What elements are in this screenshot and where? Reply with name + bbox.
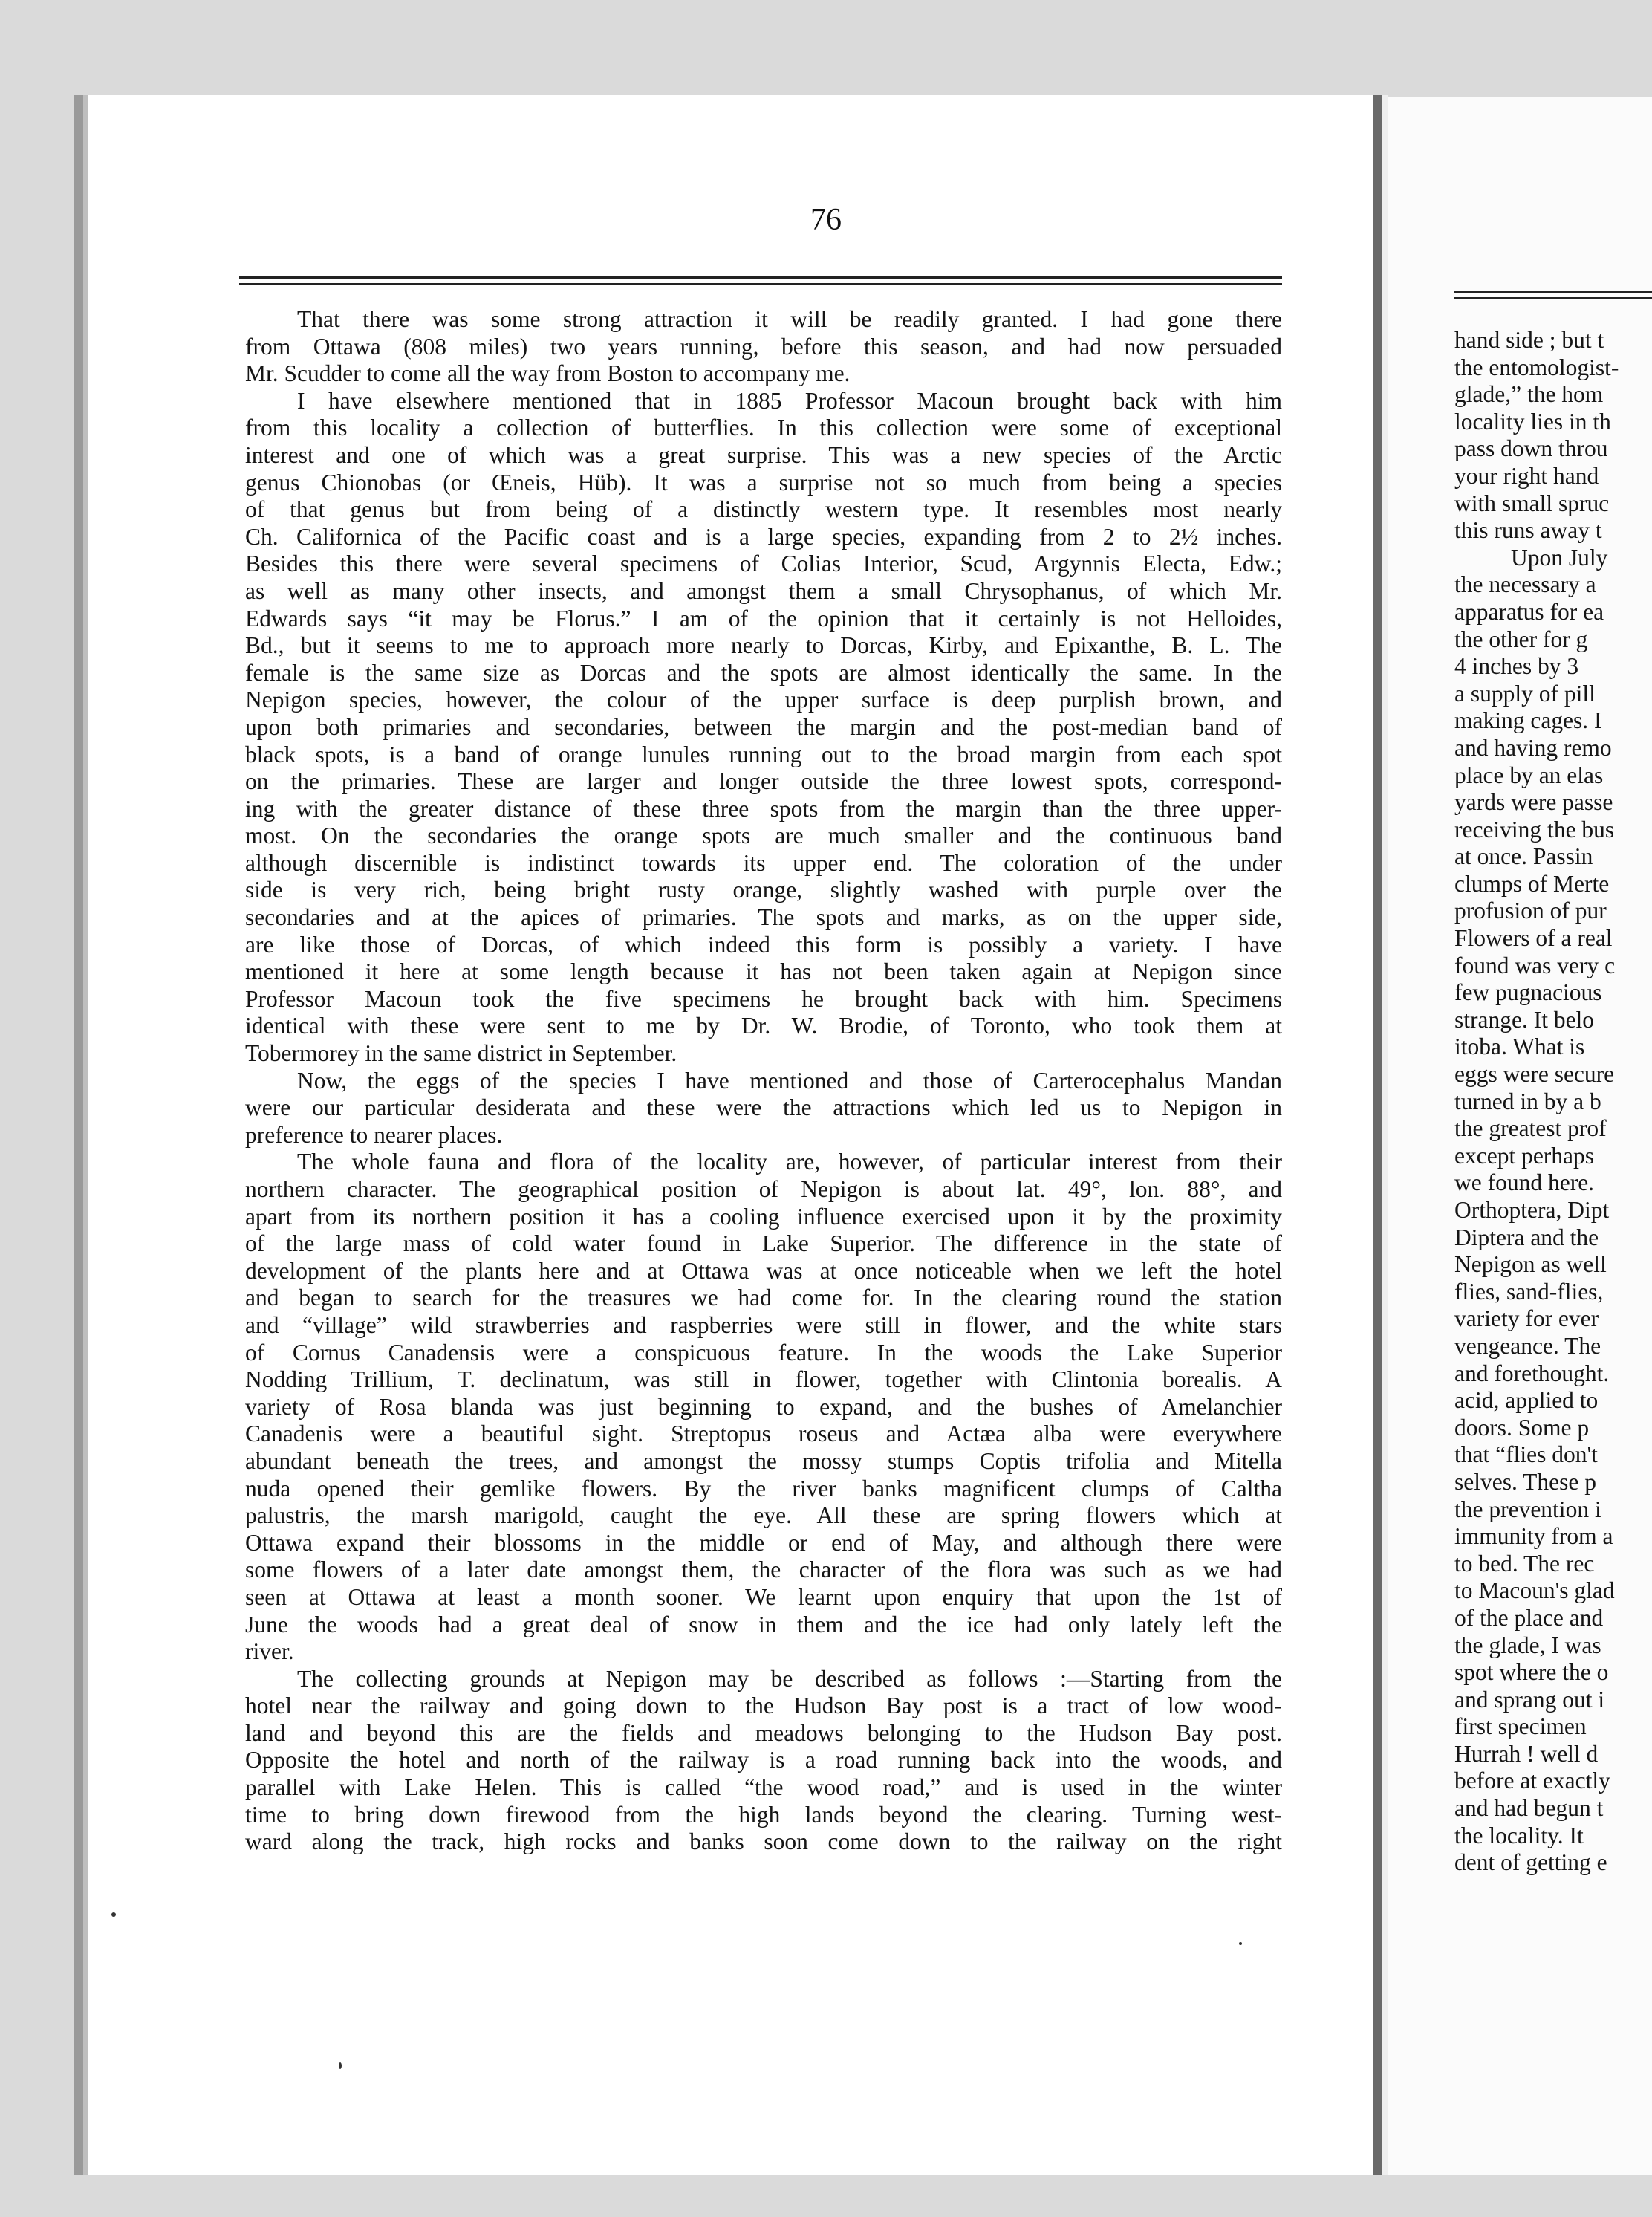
- text-line: on the primaries. These are larger and longer outside the three lowest spots, correspond-: [245, 768, 1282, 795]
- right-text-line: receiving the bus: [1454, 816, 1615, 843]
- right-text-line: few pugnacious: [1454, 979, 1602, 1006]
- scan-speck: [111, 1912, 116, 1917]
- text-line: secondaries and at the apices of primaries. The spots and marks, as on the upper side,: [245, 904, 1282, 931]
- text-line: Opposite the hotel and north of the railway is a road running back into the woods, and: [245, 1747, 1282, 1773]
- right-text-line: Nepigon as well: [1454, 1251, 1607, 1278]
- right-text-line: that “flies don't: [1454, 1441, 1598, 1468]
- text-line: Edwards says “it may be Florus.” I am of the opinion that it certainly is not Helloides,: [245, 605, 1282, 632]
- right-text-line: hand side ; but t: [1454, 327, 1604, 353]
- right-text-line: variety for ever: [1454, 1305, 1599, 1332]
- right-text-line: found was very c: [1454, 952, 1616, 978]
- header-rule-thick: [239, 276, 1282, 279]
- right-text-line: making cages. I: [1454, 707, 1602, 734]
- text-line: Besides this there were several specimens of Colias Interior, Scud, Argynnis Electa, Edw.;: [245, 551, 1282, 577]
- text-line: development of the plants here and at Ottawa was at once noticeable when we left the hotel: [245, 1257, 1282, 1284]
- right-text-line: and had begun t: [1454, 1795, 1604, 1822]
- text-line: preference to nearer places.: [245, 1121, 503, 1148]
- text-line: are like those of Dorcas, of which indeed this form is possibly a variety. I have: [245, 931, 1282, 958]
- right-text-line: the locality. It: [1454, 1822, 1584, 1848]
- text-line: were our particular desiderata and these were the attractions which led us to Nepigon in: [245, 1094, 1282, 1121]
- text-line: Ottawa expand their blossoms in the middle or end of May, and although there were: [245, 1529, 1282, 1556]
- right-text-line: itoba. What is: [1454, 1033, 1585, 1060]
- text-line: identical with these were sent to me by Dr. W. Brodie, of Toronto, who took them at: [245, 1013, 1282, 1039]
- right-text-line: profusion of pur: [1454, 897, 1607, 924]
- text-line: of the large mass of cold water found in Lake Superior. The difference in the state of: [245, 1230, 1282, 1257]
- right-text-line: place by an elas: [1454, 762, 1604, 788]
- right-text-line: Flowers of a real: [1454, 925, 1613, 952]
- right-text-line: before at exactly: [1454, 1768, 1610, 1794]
- text-line: The whole fauna and flora of the locality are, however, of particular interest from their: [297, 1149, 1282, 1175]
- text-line: Now, the eggs of the species I have mentioned and those of Carterocephalus Mandan: [297, 1067, 1282, 1094]
- right-text-line: flies, sand-flies,: [1454, 1278, 1604, 1305]
- scan-speck: [1239, 1942, 1242, 1945]
- right-text-line: clumps of Merte: [1454, 870, 1610, 897]
- right-text-line: acid, applied to: [1454, 1387, 1599, 1414]
- text-line: Bd., but it seems to me to approach more nearly to Dorcas, Kirby, and Epixanthe, B. L. The: [245, 632, 1282, 659]
- right-header-rule-thick: [1454, 291, 1652, 293]
- text-line: northern character. The geographical position of Nepigon is about lat. 49°, lon. 88°, and: [245, 1176, 1282, 1202]
- right-text-line: yards were passe: [1454, 789, 1613, 816]
- text-line: from this locality a collection of butterflies. In this collection were some of exceptional: [245, 415, 1282, 441]
- right-text-line: Hurrah ! well d: [1454, 1740, 1599, 1767]
- right-text-line: at once. Passin: [1454, 843, 1593, 870]
- text-line: hotel near the railway and going down to the Hudson Bay post is a tract of low wood-: [245, 1692, 1282, 1719]
- right-text-line: the other for g: [1454, 626, 1588, 652]
- text-line: of that genus but from being of a distinctly western type. It resembles most nearly: [245, 496, 1282, 523]
- text-line: ing with the greater distance of these three spots from the margin than the three upper-: [245, 795, 1282, 822]
- right-text-line: to bed. The rec: [1454, 1550, 1595, 1577]
- right-text-line: spot where the o: [1454, 1659, 1609, 1686]
- text-line: interest and one of which was a great surprise. This was a new species of the Arctic: [245, 441, 1282, 468]
- book-gutter: [1373, 95, 1382, 2175]
- right-text-line: to Macoun's glad: [1454, 1577, 1615, 1604]
- right-text-line: the entomologist-: [1454, 354, 1619, 380]
- right-text-line: apparatus for ea: [1454, 598, 1604, 625]
- right-text-line: vengeance. The: [1454, 1332, 1601, 1359]
- right-text-line: the greatest prof: [1454, 1115, 1607, 1142]
- text-line: apart from its northern position it has a cooling influence exercised upon it by the proximity: [245, 1203, 1282, 1230]
- right-text-line: and having remo: [1454, 734, 1612, 761]
- text-line: nuda opened their gemlike flowers. By the river banks magnificent clumps of Caltha: [245, 1475, 1282, 1502]
- right-text-line: selves. These p: [1454, 1468, 1596, 1495]
- text-line: That there was some strong attraction it will be readily granted. I had gone there: [297, 306, 1282, 332]
- right-text-line: except perhaps: [1454, 1142, 1595, 1169]
- right-text-line: this runs away t: [1454, 517, 1602, 544]
- right-text-line: dent of getting e: [1454, 1849, 1607, 1876]
- text-line: most. On the secondaries the orange spots are much smaller and the continuous band: [245, 822, 1282, 849]
- left-page-body-text: [245, 306, 1282, 1856]
- right-text-line: locality lies in th: [1454, 408, 1611, 435]
- text-line: time to bring down firewood from the high lands beyond the clearing. Turning west-: [245, 1801, 1282, 1828]
- text-line: side is very rich, being bright rusty orange, slightly washed with purple over the: [245, 877, 1282, 903]
- text-line: and began to search for the treasures we had come for. In the clearing round the station: [245, 1285, 1282, 1311]
- text-line: parallel with Lake Helen. This is called “the wood road,” and is used in the winter: [245, 1774, 1282, 1801]
- text-line: seen at Ottawa at least a month sooner. We learnt upon enquiry that upon the 1st of: [245, 1583, 1282, 1610]
- right-text-line: immunity from a: [1454, 1523, 1613, 1550]
- text-line: although discernible is indistinct towards its upper end. The coloration of the under: [245, 849, 1282, 876]
- right-text-line: a supply of pill: [1454, 680, 1596, 707]
- right-text-line: we found here.: [1454, 1169, 1595, 1196]
- right-text-line: pass down throu: [1454, 435, 1608, 462]
- text-line: I have elsewhere mentioned that in 1885 Professor Macoun brought back with him: [297, 387, 1282, 414]
- right-text-line: the necessary a: [1454, 571, 1596, 598]
- text-line: of Cornus Canadensis were a conspicuous feature. In the woods the Lake Superior: [245, 1339, 1282, 1366]
- text-line: Ch. Californica of the Pacific coast and is a large species, expanding from 2 to 2½ inches.: [245, 523, 1282, 550]
- text-line: female is the same size as Dorcas and the spots are almost identically the same. In the: [245, 659, 1282, 686]
- text-line: black spots, is a band of orange lunules running out to the broad margin from each spot: [245, 741, 1282, 767]
- text-line: Mr. Scudder to come all the way from Boston to accompany me.: [245, 360, 851, 387]
- right-text-line: first specimen: [1454, 1713, 1587, 1740]
- text-line: Tobermorey in the same district in September.: [245, 1040, 677, 1067]
- text-line: as well as many other insects, and amongst them a small Chrysophanus, of which Mr.: [245, 577, 1282, 604]
- right-text-line: with small spruc: [1454, 490, 1610, 516]
- right-text-line: your right hand: [1454, 462, 1599, 489]
- right-header-rule-thin: [1454, 297, 1652, 299]
- right-text-line: glade,” the hom: [1454, 381, 1604, 408]
- text-line: some flowers of a later date amongst them, the character of the flora was such as we had: [245, 1557, 1282, 1583]
- text-line: river.: [245, 1638, 294, 1665]
- text-line: The collecting grounds at Nepigon may be described as follows :—Starting from the: [297, 1665, 1282, 1692]
- right-text-line: and forethought.: [1454, 1360, 1610, 1386]
- text-line: Nepigon species, however, the colour of the upper surface is deep purplish brown, and: [245, 686, 1282, 713]
- right-text-line: doors. Some p: [1454, 1414, 1590, 1441]
- text-line: Professor Macoun took the five specimens he brought back with him. Specimens: [245, 985, 1282, 1012]
- right-text-line: the glade, I was: [1454, 1632, 1601, 1658]
- right-text-line: turned in by a b: [1454, 1088, 1601, 1114]
- right-text-line: 4 inches by 3: [1454, 653, 1579, 680]
- text-line: abundant beneath the trees, and amongst the mossy stumps Coptis trifolia and Mitella: [245, 1447, 1282, 1474]
- right-text-line: and sprang out i: [1454, 1686, 1605, 1713]
- text-line: land and beyond this are the fields and meadows belonging to the Hudson Bay post.: [245, 1719, 1282, 1746]
- text-line: June the woods had a great deal of snow in them and the ice had only lately left the: [245, 1611, 1282, 1637]
- text-line: from Ottawa (808 miles) two years running, before this season, and had now persuaded: [245, 333, 1282, 360]
- page-number: 76: [810, 203, 842, 237]
- text-line: Canadenis were a beautiful sight. Streptopus roseus and Actæa alba were everywhere: [245, 1421, 1282, 1447]
- right-page-body-text: [1454, 327, 1652, 1877]
- text-line: palustris, the marsh marigold, caught the eye. All these are spring flowers which at: [245, 1502, 1282, 1529]
- right-text-line: Orthoptera, Dipt: [1454, 1197, 1610, 1223]
- right-text-line: the prevention i: [1454, 1496, 1601, 1522]
- right-text-line: Diptera and the: [1454, 1224, 1599, 1250]
- text-line: upon both primaries and secondaries, between the margin and the post-median band of: [245, 713, 1282, 740]
- right-text-line: of the place and: [1454, 1604, 1604, 1631]
- text-line: genus Chionobas (or Œneis, Hüb). It was a surprise not so much from being a species: [245, 469, 1282, 496]
- text-line: and “village” wild strawberries and raspberries were still in flower, and the white stars: [245, 1311, 1282, 1338]
- book-gutter-highlight: [1382, 95, 1388, 2175]
- right-text-line: Upon July: [1511, 544, 1608, 571]
- right-text-line: eggs were secure: [1454, 1061, 1615, 1088]
- text-line: ward along the track, high rocks and banks soon come down to the railway on the right: [245, 1828, 1282, 1855]
- text-line: Nodding Trillium, T. declinatum, was still in flower, together with Clintonia borealis. A: [245, 1366, 1282, 1393]
- text-line: variety of Rosa blanda was just beginning to expand, and the bushes of Amelanchier: [245, 1393, 1282, 1420]
- right-text-line: strange. It belo: [1454, 1006, 1595, 1033]
- scan-speck: [339, 2062, 342, 2069]
- header-rule-thin: [239, 283, 1282, 285]
- text-line: mentioned it here at some length because it has not been taken again at Nepigon since: [245, 958, 1282, 985]
